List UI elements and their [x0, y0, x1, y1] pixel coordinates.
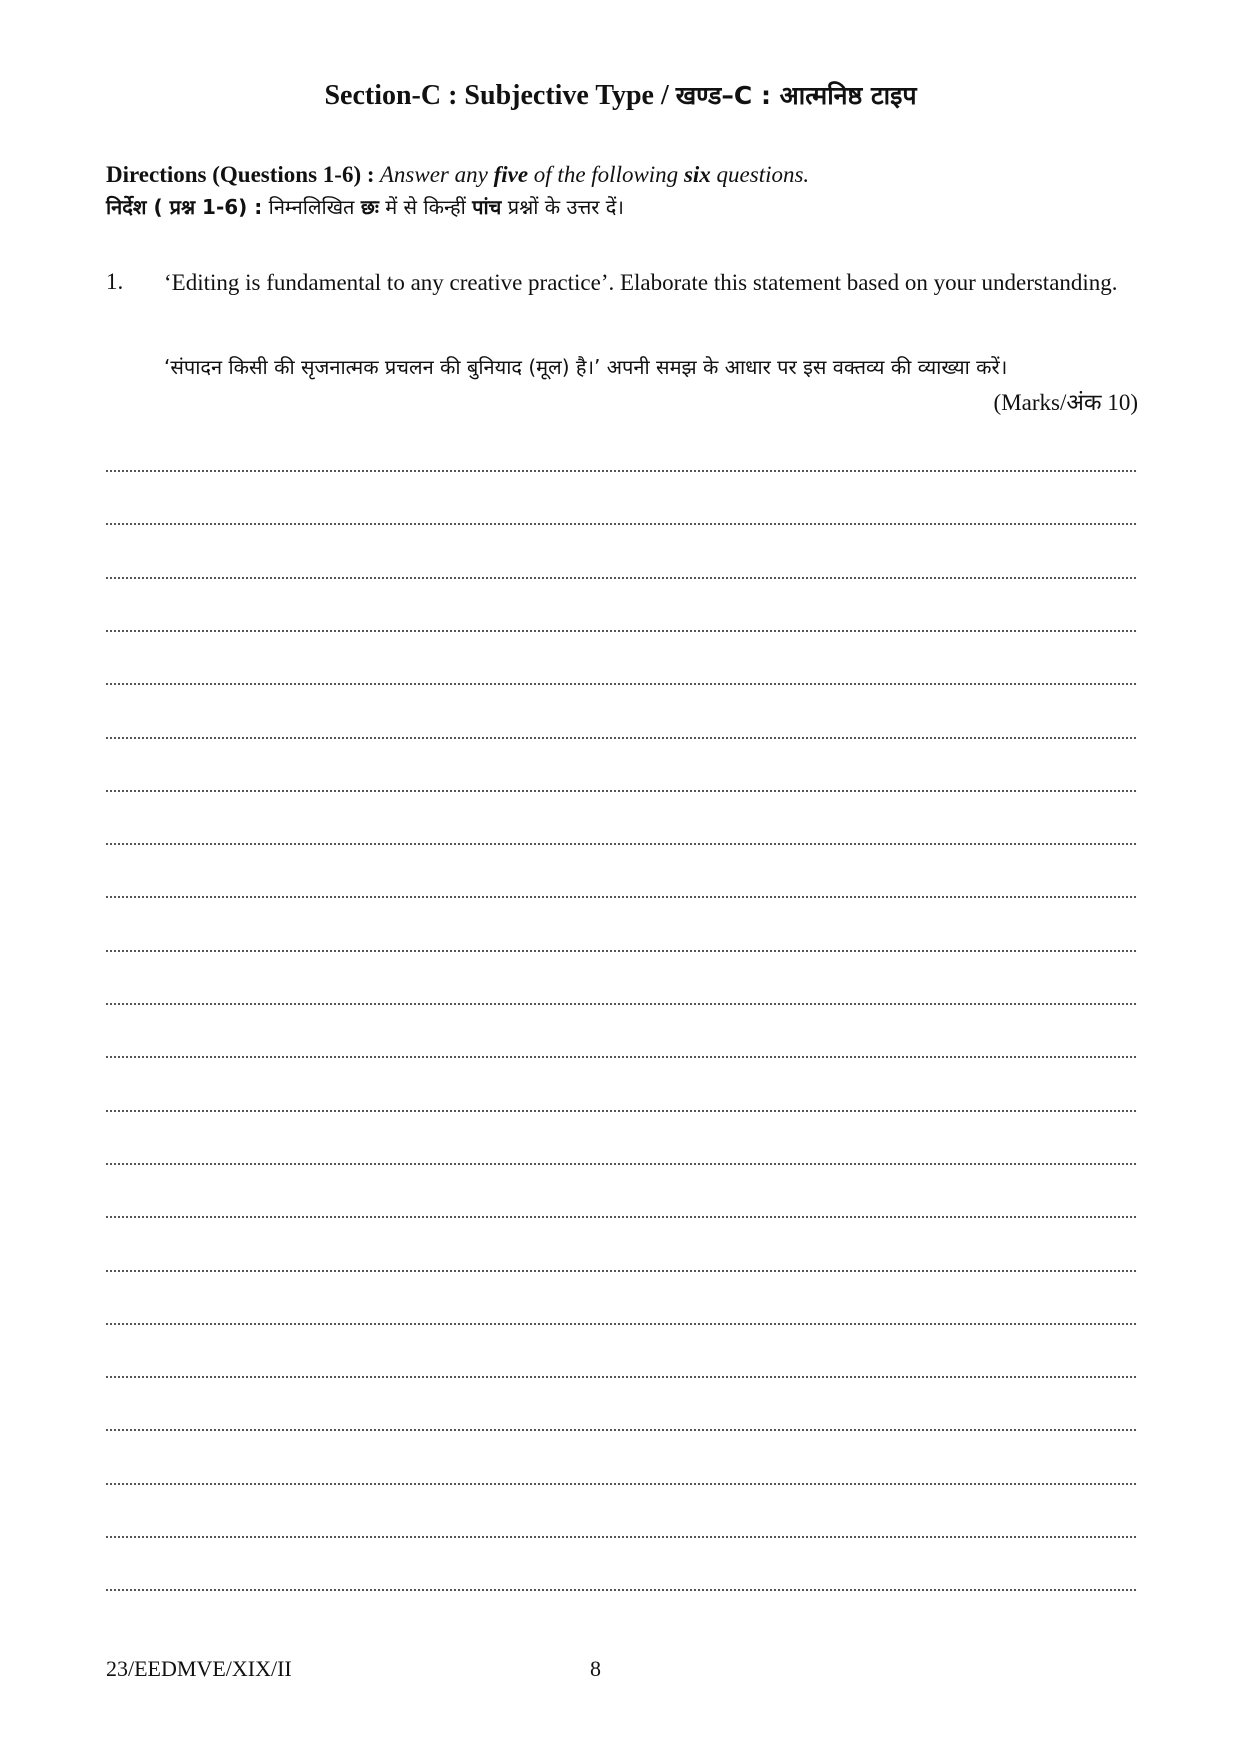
answer-line[interactable]: [106, 737, 1136, 739]
directions-en-text-2: of the following: [528, 162, 684, 187]
answer-line[interactable]: [106, 1056, 1136, 1058]
directions-en-bold-six: six: [683, 162, 711, 187]
question-number: 1.: [106, 269, 124, 294]
answer-line[interactable]: [106, 470, 1136, 472]
directions-en: [106, 158, 1146, 191]
answer-line[interactable]: [106, 1376, 1136, 1378]
answer-line[interactable]: [106, 1216, 1136, 1218]
directions-hi-text-2: में से किन्हीं: [378, 195, 473, 219]
answer-line[interactable]: [106, 1270, 1136, 1272]
section-title-hi: खण्ड–C : आत्मनिष्ठ टाइप: [675, 81, 917, 110]
answer-line[interactable]: [106, 950, 1136, 952]
directions-hi-bold-six: छः: [360, 195, 379, 219]
directions-hi: [106, 191, 1146, 224]
answer-line[interactable]: [106, 1323, 1136, 1325]
directions: [106, 158, 1146, 224]
answer-line[interactable]: [106, 1110, 1136, 1112]
section-title-en: Section-C : Subjective Type /: [324, 80, 676, 111]
answer-line[interactable]: [106, 1003, 1136, 1005]
answer-line[interactable]: [106, 523, 1136, 525]
directions-hi-text-1: निम्नलिखित: [262, 195, 361, 219]
question-text-en: ‘Editing is fundamental to any creative practice’. Elaborate this statement based on your understanding.: [164, 270, 1118, 295]
answer-line[interactable]: [106, 630, 1136, 632]
answer-line[interactable]: [106, 1536, 1136, 1538]
answer-line[interactable]: [106, 843, 1136, 845]
directions-hi-bold-five: पांच: [472, 195, 502, 219]
directions-en-text-3: questions.: [710, 162, 810, 187]
directions-hi-text-3: प्रश्नों के उत्तर दें।: [501, 195, 625, 219]
directions-en-bold-five: five: [493, 162, 529, 187]
answer-line[interactable]: [106, 1483, 1136, 1485]
answer-line[interactable]: [106, 683, 1136, 685]
footer-paper-code: 23/EEDMVE/XIX/II: [106, 1656, 292, 1681]
directions-en-label: Directions (Questions 1-6) :: [106, 162, 375, 187]
answer-line[interactable]: [106, 1429, 1136, 1431]
answer-line[interactable]: [106, 577, 1136, 579]
answer-line[interactable]: [106, 790, 1136, 792]
footer-page-number: 8: [590, 1656, 601, 1681]
page-title: [0, 78, 1241, 112]
question-text-hi: ‘संपादन किसी की सृजनात्मक प्रचलन की बुनियाद (मूल) है।’ अपनी समझ के आधार पर इस वक्तव्य की व्याख्या करें।: [164, 355, 1008, 379]
directions-hi-label: निर्देश ( प्रश्न 1-6) :: [106, 195, 263, 219]
answer-line[interactable]: [106, 896, 1136, 898]
directions-en-text-1: Answer any: [374, 162, 494, 187]
question-marks: (Marks/अंक 10): [993, 390, 1138, 415]
answer-line[interactable]: [106, 1163, 1136, 1165]
answer-line[interactable]: [106, 1589, 1136, 1591]
